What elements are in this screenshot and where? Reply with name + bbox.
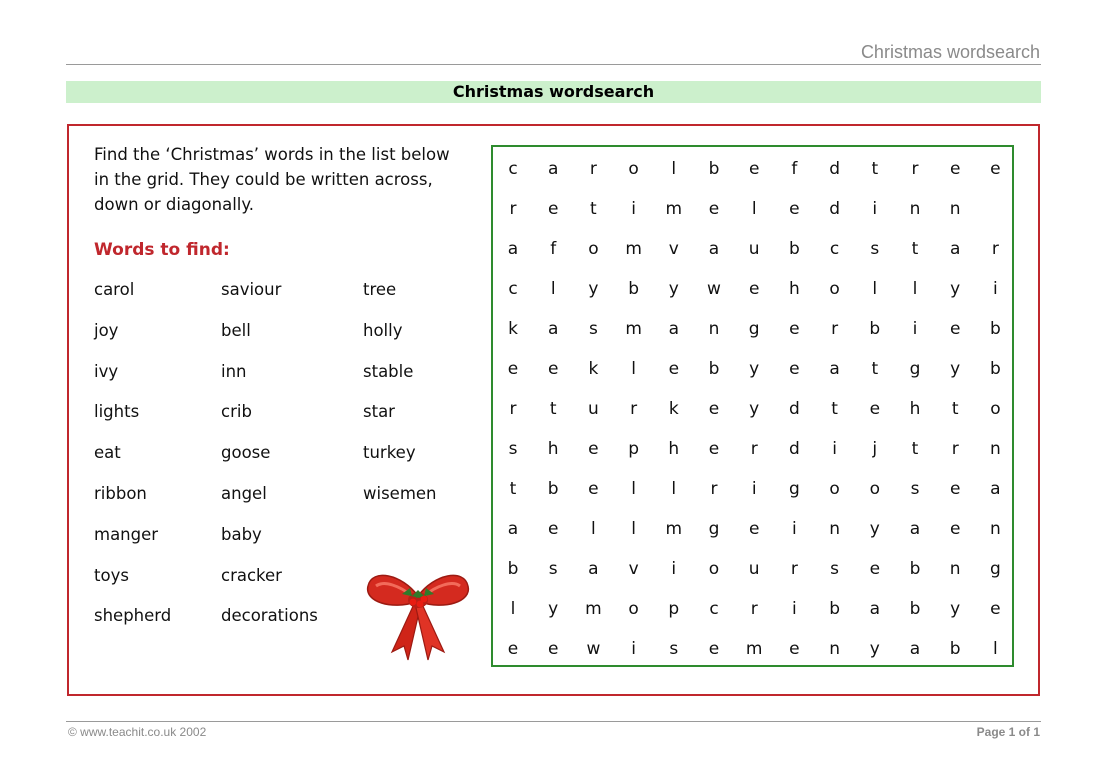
grid-letter: t [549,399,557,419]
word-list-item: goose [221,443,271,463]
grid-letter: r [831,319,839,339]
grid-letter: a [829,359,840,379]
grid-letter: f [791,159,798,179]
grid-letter: r [589,159,597,179]
grid-letter: a [909,519,921,539]
grid-letter: n [829,519,840,539]
grid-letter: r [509,199,517,219]
grid-letter: i [792,519,797,539]
grid-letter: i [872,199,878,219]
grid-letter: o [588,239,599,259]
footer-divider [66,721,1041,722]
grid-letter: a [708,239,720,259]
grid-letter: l [751,199,757,219]
grid-letter: b [708,159,720,179]
grid-letter: r [911,159,919,179]
grid-letter: r [750,599,758,619]
word-list-item: turkey [363,443,416,463]
grid-letter: d [829,159,840,179]
grid-letter: l [671,479,677,499]
grid-letter: r [509,399,517,419]
grid-letter: e [789,199,800,219]
word-list-item: eat [94,443,121,463]
grid-letter: k [508,319,518,339]
grid-letter: o [869,479,880,499]
word-list-item: wisemen [363,484,437,503]
grid-letter: e [748,159,760,179]
grid-letter: e [668,359,680,379]
grid-letter: t [911,239,919,259]
bow-illustration [362,566,474,662]
wordsearch-grid [491,145,1014,667]
grid-letter: s [830,559,840,579]
grid-letter: b [708,359,720,379]
grid-letter: t [911,439,919,459]
word-list-item: saviour [221,280,282,299]
grid-letter: m [745,639,763,659]
word-list-item: toys [94,565,129,585]
grid-letter: l [631,479,636,499]
grid-letter: r [630,399,638,419]
grid-letter: e [547,359,559,379]
grid-letter: i [792,599,797,619]
footer-page-number: Page 1 of 1 [976,725,1040,739]
grid-letter: e [990,599,1001,619]
grid-letter: g [909,359,921,379]
bow-icon [368,575,469,660]
header-divider [66,64,1041,65]
grid-letter: c [829,239,840,259]
grid-letter: v [628,559,639,579]
grid-letter: i [631,199,636,219]
grid-letter: s [910,479,920,499]
word-list-item: crib [221,402,252,422]
grid-letter: c [709,599,719,619]
word-list-item: holly [363,320,403,340]
grid-letter: e [789,359,800,379]
grid-letter: b [989,359,1001,379]
grid-letter: y [749,399,760,419]
grid-letter: a [909,639,921,659]
grid-letter: e [869,399,881,419]
grid-letter: a [507,519,519,539]
grid-letter: b [829,599,840,619]
grid-letter: t [590,199,597,219]
grid-letter: m [625,319,642,339]
grid-letter: t [871,159,879,179]
grid-letter: e [708,199,720,219]
word-list-item: lights [94,402,140,422]
instructions-text: Find the ‘Christmas’ words in the list below in the grid. They could be written across, down or diagonally. [94,145,450,214]
grid-letter: r [750,439,758,459]
grid-letter: o [628,599,639,619]
grid-letter: g [788,479,800,499]
word-list-item: carol [94,280,135,299]
grid-letter: g [708,519,720,539]
grid-letter: h [547,439,559,459]
word-list-item: manger [94,524,159,544]
grid-letter: i [671,559,677,579]
grid-letter: e [507,359,519,379]
grid-letter: j [872,439,878,459]
grid-letter: l [993,639,998,659]
grid-letter: u [748,559,760,579]
grid-letter: c [508,159,518,179]
grid-letter: g [989,559,1001,579]
grid-letter: i [993,279,998,299]
grid-letter: n [909,199,921,219]
grid-letter: e [748,279,760,299]
grid-letter: c [508,279,518,299]
grid-letter: e [949,319,961,339]
grid-letter: u [748,239,760,259]
grid-letter: a [547,319,559,339]
grid-letter: e [789,639,800,659]
grid-letter: l [912,279,918,299]
word-list-item: ivy [94,361,119,381]
grid-letter: l [550,279,556,299]
grid-letter: i [751,479,757,499]
grid-letter: w [707,279,721,299]
word-list-item: ribbon [94,484,147,503]
grid-letter: a [547,159,559,179]
grid-letter: d [829,199,840,219]
grid-letter: o [829,279,840,299]
grid-letter: e [708,639,720,659]
grid-letter: e [990,159,1001,179]
grid-letter: b [547,479,559,499]
grid-letter: l [631,359,636,379]
grid-letter: e [949,479,961,499]
grid-letter: m [665,199,683,219]
grid-letter: l [872,279,878,299]
word-list-item: tree [363,280,397,299]
grid-letter: b [869,319,881,339]
grid-letter: b [788,239,800,259]
grid-letter: e [507,639,519,659]
grid-letter: e [547,519,559,539]
grid-letter: e [547,639,559,659]
grid-letter: r [991,239,999,259]
grid-letter: e [547,199,559,219]
grid-letter: t [871,359,879,379]
grid-letter: y [749,359,760,379]
grid-letter: e [949,519,961,539]
grid-letter: e [588,479,599,499]
grid-letter: t [951,399,959,419]
grid-letter: s [588,319,598,339]
grid-letter: e [748,519,760,539]
grid-letter: r [710,479,718,499]
grid-letter: p [668,599,680,619]
grid-letter: e [789,319,800,339]
grid-letter: a [949,239,961,259]
grid-letter: a [507,239,519,259]
grid-letter: b [909,559,921,579]
grid-letter: b [507,559,519,579]
grid-letter: d [788,399,800,419]
grid-letter: l [510,599,516,619]
grid-letter: e [708,439,720,459]
grid-letter: b [628,279,639,299]
word-list-item: decorations [221,606,318,626]
grid-letter: o [708,559,720,579]
grid-letter: w [586,639,601,659]
grid-letter: i [631,639,636,659]
word-list-item: stable [363,361,414,381]
grid-letter: e [949,159,961,179]
grid-letter: b [909,599,921,619]
grid-letter: b [949,639,961,659]
grid-letter: n [829,639,840,659]
grid-letter: n [949,559,961,579]
word-list-item: bell [221,320,251,340]
grid-letter: k [588,359,599,379]
grid-letter: h [909,399,921,419]
grid-letter: l [671,159,677,179]
grid-letter: t [831,399,838,419]
grid-letter: n [990,519,1001,539]
grid-letter: s [870,239,880,259]
grid-letter: y [950,359,961,379]
grid-letter: a [588,559,599,579]
grid-letter: y [950,599,961,619]
grid-letter: k [668,399,679,419]
grid-letter: y [869,639,880,659]
banner-title: Christmas wordsearch [66,81,1041,103]
grid-letter: a [668,319,679,339]
word-list-item: cracker [221,565,282,585]
grid-letter: b [989,319,1001,339]
grid-letter: m [585,599,602,619]
grid-letter: y [950,279,961,299]
grid-letter: l [631,519,636,539]
grid-letter: s [508,439,518,459]
word-list-item: angel [221,484,267,503]
grid-letter: r [951,439,959,459]
word-list-item: baby [221,524,262,544]
grid-letter: e [588,439,599,459]
word-list-item: joy [94,320,119,340]
grid-letter: n [949,199,961,219]
grid-letter: m [625,239,642,259]
page-header-title: Christmas wordsearch [860,42,1040,62]
grid-letter: h [668,439,680,459]
grid-letter: o [990,399,1001,419]
word-list-item: shepherd [94,606,172,626]
grid-letter: f [550,239,557,259]
grid-letter: s [548,559,558,579]
grid-letter: n [708,319,720,339]
grid-letter: d [788,439,800,459]
grid-letter: v [668,239,679,259]
word-list-item: star [363,402,395,422]
word-list-item: inn [221,361,247,381]
grid-letter: a [990,479,1001,499]
grid-letter: e [869,559,881,579]
grid-letter: g [748,319,760,339]
grid-letter: s [669,639,679,659]
grid-letter: y [588,279,599,299]
grid-letter: n [990,439,1001,459]
grid-letter: m [665,519,683,539]
grid-letter: a [869,599,880,619]
grid-letter: o [628,159,639,179]
footer-copyright: © www.teachit.co.uk 2002 [68,725,207,739]
grid-letter: u [588,399,599,419]
grid-letter: i [832,439,837,459]
grid-letter: r [790,559,798,579]
grid-letter: e [708,399,720,419]
grid-letter: y [668,279,679,299]
words-to-find-heading: Words to find: [94,240,230,260]
grid-letter: l [591,519,596,539]
grid-letter: t [509,479,517,499]
grid-letter: o [829,479,840,499]
grid-letter: y [869,519,880,539]
grid-letter: y [548,599,559,619]
grid-letter: p [628,439,639,459]
grid-letter: i [912,319,918,339]
grid-letter: h [789,279,800,299]
